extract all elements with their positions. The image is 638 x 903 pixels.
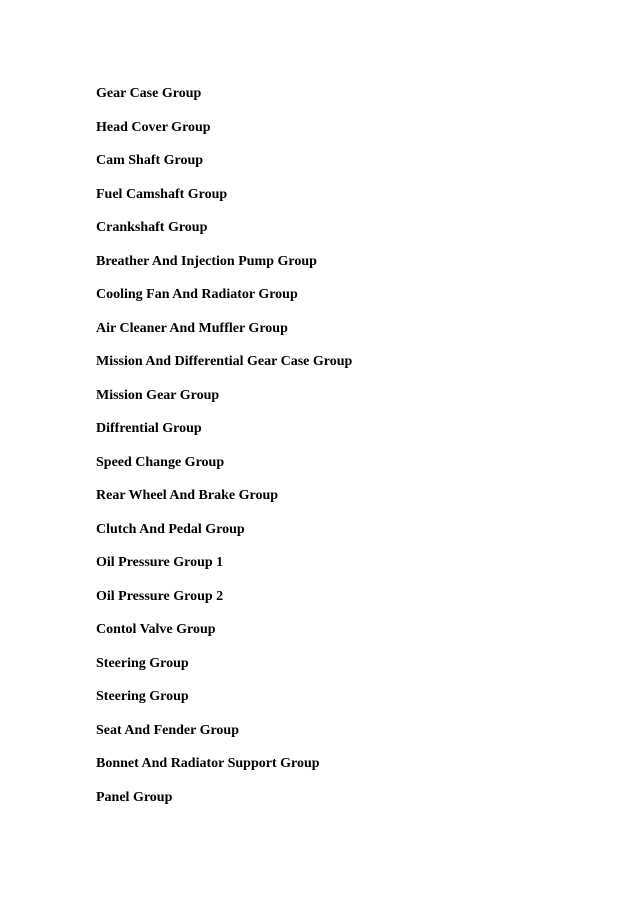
list-item: Steering Group — [96, 655, 189, 671]
list-item: Steering Group — [96, 689, 189, 704]
list-item: Rear Wheel And Brake Group — [96, 488, 279, 503]
list-item: Cooling Fan And Radiator Group — [96, 287, 298, 302]
list-item: Panel Group — [96, 789, 173, 805]
list-item: Mission And Differential Gear Case Group — [96, 354, 353, 369]
list-item: Crankshaft Group — [96, 220, 208, 235]
list-item: Air Cleaner And Muffler Group — [96, 320, 288, 336]
list-item: Speed Change Group — [96, 454, 225, 470]
list-item: Cam Shaft Group — [96, 153, 204, 168]
list-item: Mission Gear Group — [96, 387, 220, 403]
list-item: Fuel Camshaft Group — [96, 186, 228, 202]
parts-group-list — [96, 85, 596, 822]
list-item: Contol Valve Group — [96, 622, 216, 637]
list-item: Clutch And Pedal Group — [96, 521, 245, 537]
list-item: Diffrential Group — [96, 421, 202, 436]
list-item: Oil Pressure Group 1 — [96, 555, 224, 570]
list-item: Seat And Fender Group — [96, 722, 240, 738]
list-item: Bonnet And Radiator Support Group — [96, 756, 320, 771]
list-item: Gear Case Group — [96, 86, 202, 101]
list-item: Breather And Injection Pump Group — [96, 253, 317, 269]
list-item: Oil Pressure Group 2 — [96, 588, 224, 604]
list-item: Head Cover Group — [96, 119, 211, 135]
